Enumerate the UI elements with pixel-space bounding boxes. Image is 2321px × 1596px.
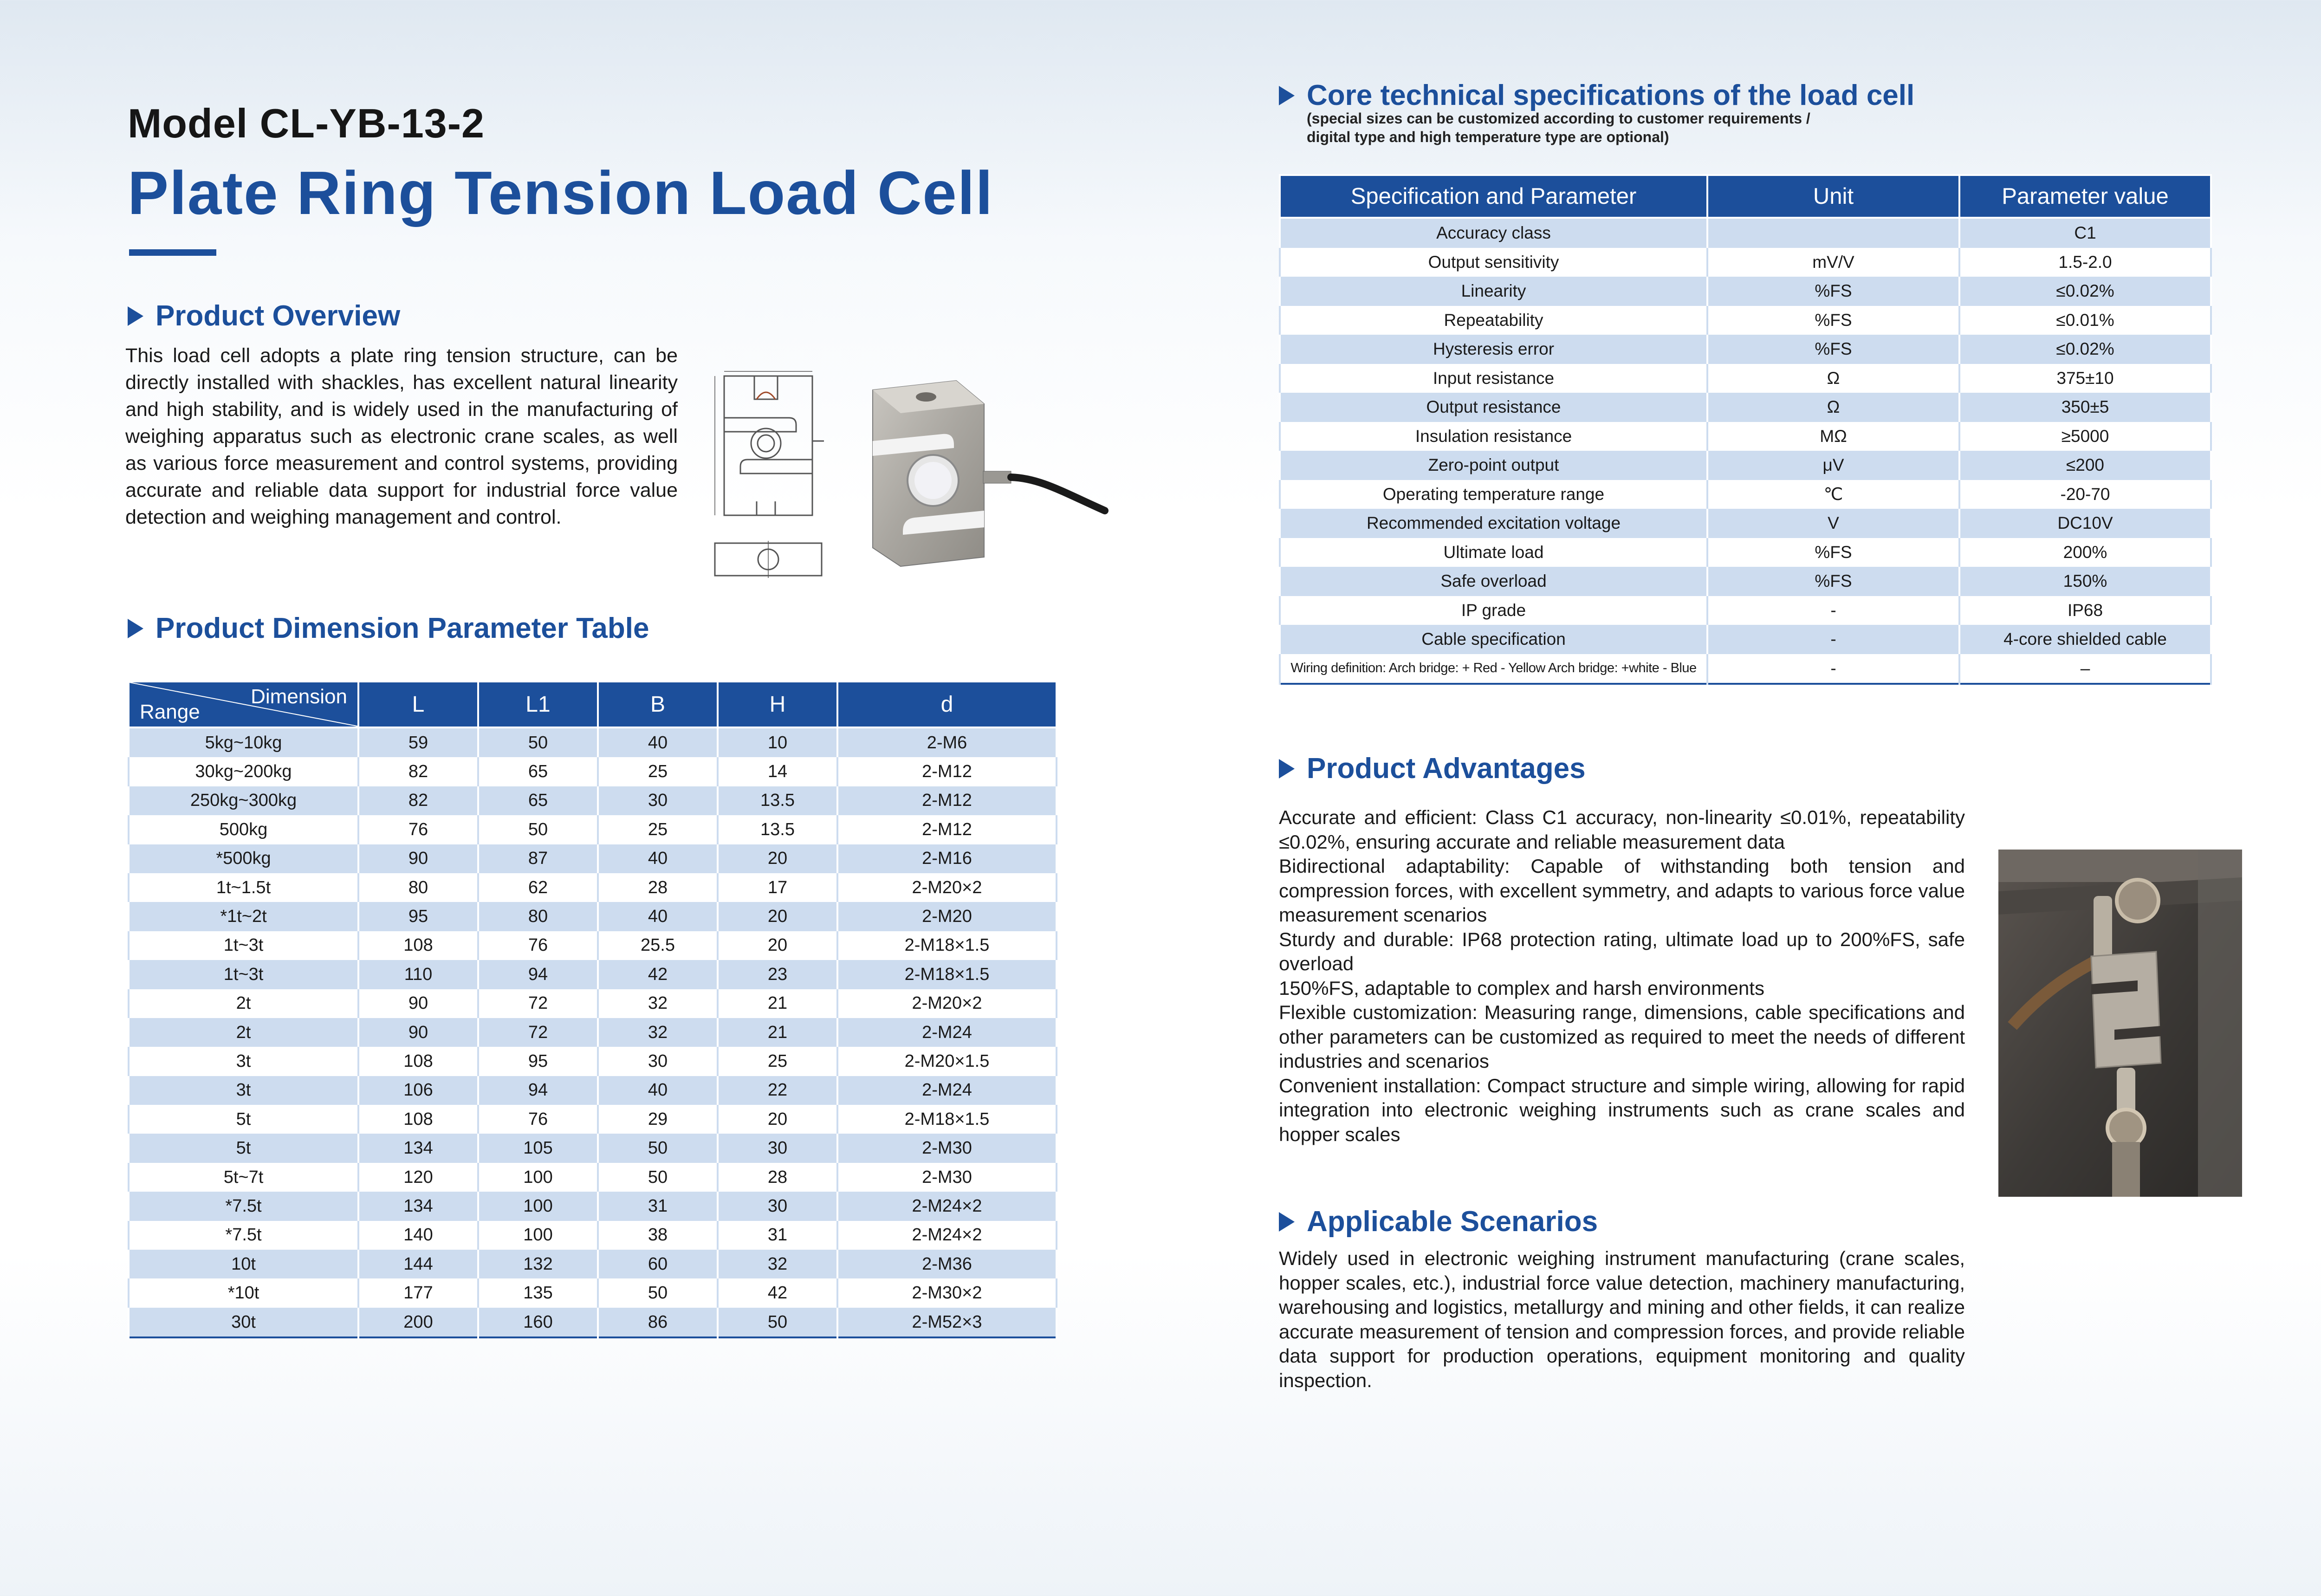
table-cell: Insulation resistance (1280, 422, 1707, 451)
table-cell: 90 (358, 989, 478, 1018)
table-cell: 95 (478, 1047, 598, 1076)
table-cell: 25 (598, 757, 718, 786)
table-cell: 20 (718, 902, 837, 931)
advantages-list (1279, 805, 1965, 1147)
table-cell: - (1707, 654, 1959, 684)
table-row (1280, 509, 2211, 538)
table-cell: 80 (358, 873, 478, 902)
table-cell: 150% (1959, 567, 2211, 596)
table-cell: 72 (478, 989, 598, 1018)
table-cell: 5t (129, 1105, 358, 1134)
table-row (129, 902, 1057, 931)
table-cell: - (1707, 625, 1959, 654)
table-cell: 82 (358, 757, 478, 786)
table-cell: 1.5-2.0 (1959, 248, 2211, 277)
table-cell: 2-M20×1.5 (837, 1047, 1057, 1076)
table-row (1280, 248, 2211, 277)
table-row (129, 1134, 1057, 1162)
table-cell: Wiring definition: Arch bridge: + Red - Yellow Arch bridge: +white - Blue (1280, 654, 1707, 684)
table-cell: IP68 (1959, 596, 2211, 625)
table-cell: 76 (478, 931, 598, 960)
specs-table-header (1280, 175, 2211, 218)
column-header: d (837, 681, 1057, 727)
column-header: Unit (1707, 175, 1959, 218)
table-cell: 95 (358, 902, 478, 931)
table-cell: 2-M24×2 (837, 1221, 1057, 1250)
table-cell: 2t (129, 989, 358, 1018)
table-cell: %FS (1707, 335, 1959, 364)
table-cell: 90 (358, 844, 478, 873)
table-cell: ≤200 (1959, 451, 2211, 480)
table-cell: ≤0.02% (1959, 277, 2211, 306)
table-cell: 21 (718, 989, 837, 1018)
table-row (129, 1018, 1057, 1047)
corner-range-label: Range (140, 701, 200, 723)
table-cell: 2-M24×2 (837, 1192, 1057, 1220)
table-cell: 5t~7t (129, 1163, 358, 1192)
table-cell: Ultimate load (1280, 538, 1707, 567)
table-cell: mV/V (1707, 248, 1959, 277)
column-header: H (718, 681, 837, 727)
table-row (129, 757, 1057, 786)
table-cell: 132 (478, 1250, 598, 1278)
column-header: L1 (478, 681, 598, 727)
table-row (1280, 277, 2211, 306)
specs-note-line: (special sizes can be customized according to customer requirements / (1307, 110, 1810, 127)
table-cell: 29 (598, 1105, 718, 1134)
table-cell: 90 (358, 1018, 478, 1047)
table-cell: 2-M52×3 (837, 1308, 1057, 1337)
table-cell: *7.5t (129, 1221, 358, 1250)
overview-text: This load cell adopts a plate ring tension structure, can be directly installed with shackles, has excellent natural linearity and high stability, and is widely used in the manufacturing of weighing apparatus such as electronic crane scales, as well as various force measurement and control systems, providing accurate and reliable data support for industrial force value detection and weighing management and control. (125, 344, 678, 528)
table-cell: 82 (358, 786, 478, 815)
table-cell: Output resistance (1280, 393, 1707, 422)
table-cell: 3t (129, 1047, 358, 1076)
table-cell: 144 (358, 1250, 478, 1278)
table-cell: 2-M6 (837, 727, 1057, 757)
triangle-bullet-icon (1279, 1212, 1295, 1232)
table-cell: 31 (598, 1192, 718, 1220)
table-cell: ≤0.01% (1959, 306, 2211, 335)
column-header: L (358, 681, 478, 727)
table-row (1280, 422, 2211, 451)
table-cell: 250kg~300kg (129, 786, 358, 815)
table-cell: 160 (478, 1308, 598, 1337)
table-row (1280, 335, 2211, 364)
table-cell: 86 (598, 1308, 718, 1337)
table-row (129, 727, 1057, 757)
table-cell: 28 (598, 873, 718, 902)
table-cell: ℃ (1707, 480, 1959, 509)
table-cell: 2-M30×2 (837, 1278, 1057, 1307)
table-row (129, 931, 1057, 960)
table-cell: 1t~1.5t (129, 873, 358, 902)
table-cell: %FS (1707, 538, 1959, 567)
table-cell: 32 (598, 1018, 718, 1047)
advantage-item: Convenient installation: Compact structure and simple wiring, allowing for rapid integration into electronic weighing instruments such as crane scales and hopper scales (1279, 1074, 1965, 1145)
table-cell: 50 (478, 815, 598, 844)
scenarios-heading (1279, 1205, 1598, 1238)
advantages-heading (1279, 752, 1586, 785)
dimension-heading (128, 612, 649, 645)
table-cell: 31 (718, 1221, 837, 1250)
table-cell: 2-M24 (837, 1076, 1057, 1105)
dimension-table (128, 681, 1057, 1338)
table-cell: 200 (358, 1308, 478, 1337)
table-cell: 120 (358, 1163, 478, 1192)
table-cell: Safe overload (1280, 567, 1707, 596)
table-cell: C1 (1959, 218, 2211, 248)
table-cell: 25.5 (598, 931, 718, 960)
table-cell: 20 (718, 1105, 837, 1134)
table-cell: 2-M12 (837, 757, 1057, 786)
table-cell: 2-M20×2 (837, 873, 1057, 902)
table-cell: 13.5 (718, 786, 837, 815)
table-row (129, 1192, 1057, 1220)
table-cell: ≤0.02% (1959, 335, 2211, 364)
table-cell: 2-M12 (837, 815, 1057, 844)
table-cell: 1t~3t (129, 960, 358, 989)
table-cell: 25 (598, 815, 718, 844)
table-cell: 30t (129, 1308, 358, 1337)
triangle-bullet-icon (1279, 759, 1295, 779)
table-row (129, 1221, 1057, 1250)
table-cell: Ω (1707, 364, 1959, 393)
table-cell: 30 (598, 1047, 718, 1076)
table-cell: IP grade (1280, 596, 1707, 625)
table-cell: Output sensitivity (1280, 248, 1707, 277)
table-cell: 72 (478, 1018, 598, 1047)
table-cell: 108 (358, 1105, 478, 1134)
scenarios-heading-label: Applicable Scenarios (1307, 1206, 1598, 1238)
column-header: Parameter value (1959, 175, 2211, 218)
dimension-corner-header (129, 681, 358, 727)
table-cell (1707, 218, 1959, 248)
table-cell: 2-M20 (837, 902, 1057, 931)
table-row (1280, 218, 2211, 248)
advantage-item: 150%FS, adaptable to complex and harsh environments (1279, 977, 1764, 999)
table-cell: 32 (598, 989, 718, 1018)
table-row (129, 1163, 1057, 1192)
installation-photo (1998, 850, 2242, 1197)
page-title: Plate Ring Tension Load Cell (128, 159, 994, 227)
table-cell: 40 (598, 844, 718, 873)
table-cell: 140 (358, 1221, 478, 1250)
table-row (129, 960, 1057, 989)
table-cell: 50 (718, 1308, 837, 1337)
table-cell: DC10V (1959, 509, 2211, 538)
dimension-table-header (129, 681, 1057, 727)
table-cell: 2-M18×1.5 (837, 1105, 1057, 1134)
table-cell: 500kg (129, 815, 358, 844)
table-row (129, 844, 1057, 873)
table-cell: 50 (598, 1278, 718, 1307)
column-header: Specification and Parameter (1280, 175, 1707, 218)
table-row (129, 989, 1057, 1018)
table-cell: 94 (478, 1076, 598, 1105)
table-cell: 76 (358, 815, 478, 844)
table-cell: 14 (718, 757, 837, 786)
table-cell: 30kg~200kg (129, 757, 358, 786)
table-cell: 30 (718, 1134, 837, 1162)
table-cell: 94 (478, 960, 598, 989)
table-cell: 30 (718, 1192, 837, 1220)
table-row (129, 1047, 1057, 1076)
table-row (129, 786, 1057, 815)
table-cell: 50 (598, 1134, 718, 1162)
table-cell: – (1959, 654, 2211, 684)
table-row (1280, 625, 2211, 654)
table-row (1280, 306, 2211, 335)
specs-heading-label: Core technical specifications of the load cell (1307, 79, 1915, 111)
table-cell: Hysteresis error (1280, 335, 1707, 364)
triangle-bullet-icon (1279, 86, 1295, 105)
table-cell: 105 (478, 1134, 598, 1162)
table-row (129, 873, 1057, 902)
table-cell: 375±10 (1959, 364, 2211, 393)
table-cell: 2-M30 (837, 1134, 1057, 1162)
table-row (1280, 654, 2211, 684)
overview-heading-label: Product Overview (156, 300, 401, 332)
table-cell: *1t~2t (129, 902, 358, 931)
table-cell: 23 (718, 960, 837, 989)
table-cell: 38 (598, 1221, 718, 1250)
corner-dimension-label: Dimension (251, 685, 347, 708)
specs-table (1279, 174, 2212, 685)
table-cell: 40 (598, 902, 718, 931)
triangle-bullet-icon (128, 619, 143, 638)
dimension-heading-label: Product Dimension Parameter Table (156, 612, 649, 644)
specs-heading (1279, 79, 1914, 112)
table-cell: 100 (478, 1221, 598, 1250)
table-row (1280, 451, 2211, 480)
table-row (129, 1308, 1057, 1337)
table-cell: 110 (358, 960, 478, 989)
table-cell: 40 (598, 727, 718, 757)
table-row (1280, 364, 2211, 393)
table-cell: ≥5000 (1959, 422, 2211, 451)
table-cell: 2-M36 (837, 1250, 1057, 1278)
table-row (129, 1076, 1057, 1105)
specs-note (1307, 109, 1957, 146)
table-cell: 134 (358, 1192, 478, 1220)
table-cell: Linearity (1280, 277, 1707, 306)
table-cell: 60 (598, 1250, 718, 1278)
table-cell: 177 (358, 1278, 478, 1307)
table-cell: 25 (718, 1047, 837, 1076)
scenarios-text: Widely used in electronic weighing instrument manufacturing (crane scales, hopper scales, etc.), industrial force value detection, machinery manufacturing, warehousing and logistics, metallurgy and mining and other fields, it can realize accurate measurement of tension and compression forces, and provide reliable data support for production operations, equipment monitoring and quality inspection. (1279, 1247, 1965, 1391)
advantage-item: Sturdy and durable: IP68 protection rating, ultimate load up to 200%FS, safe overload (1279, 928, 1965, 974)
table-cell: 5t (129, 1134, 358, 1162)
table-cell: 2-M12 (837, 786, 1057, 815)
table-cell: 200% (1959, 538, 2211, 567)
table-cell: - (1707, 596, 1959, 625)
table-cell: 2-M20×2 (837, 989, 1057, 1018)
table-cell: 30 (598, 786, 718, 815)
table-cell: 2-M16 (837, 844, 1057, 873)
table-cell: Accuracy class (1280, 218, 1707, 248)
advantage-item: Bidirectional adaptability: Capable of withstanding both tension and compression forces, with excellent symmetry, and adapts to various force value measurement scenarios (1279, 855, 1965, 926)
table-cell: 59 (358, 727, 478, 757)
table-cell: %FS (1707, 277, 1959, 306)
table-cell: 42 (598, 960, 718, 989)
table-cell: %FS (1707, 306, 1959, 335)
table-cell: 50 (478, 727, 598, 757)
title-underline (129, 249, 216, 256)
table-cell: *500kg (129, 844, 358, 873)
table-cell: -20-70 (1959, 480, 2211, 509)
table-cell: Operating temperature range (1280, 480, 1707, 509)
table-cell: 40 (598, 1076, 718, 1105)
specs-note-line: digital type and high temperature type are optional) (1307, 129, 1669, 145)
table-cell: 20 (718, 844, 837, 873)
table-cell: 42 (718, 1278, 837, 1307)
table-row (1280, 393, 2211, 422)
table-row (129, 1105, 1057, 1134)
table-cell: 76 (478, 1105, 598, 1134)
table-row (129, 1250, 1057, 1278)
table-cell: *7.5t (129, 1192, 358, 1220)
table-cell: Repeatability (1280, 306, 1707, 335)
table-cell: Zero-point output (1280, 451, 1707, 480)
table-cell: 108 (358, 1047, 478, 1076)
table-cell: μV (1707, 451, 1959, 480)
table-cell: 62 (478, 873, 598, 902)
table-row (129, 1278, 1057, 1307)
technical-drawing-image (696, 367, 826, 585)
table-cell: 21 (718, 1018, 837, 1047)
advantage-item: Accurate and efficient: Class C1 accuracy, non-linearity ≤0.01%, repeatability ≤0.02%, ensuring accurate and reliable measurement data (1279, 806, 1965, 853)
table-cell: 4-core shielded cable (1959, 625, 2211, 654)
advantage-item: Flexible customization: Measuring range, dimensions, cable specifications and other parameters can be customized as required to meet the needs of different industries and scenarios (1279, 1001, 1965, 1072)
table-cell: 13.5 (718, 815, 837, 844)
table-cell: Recommended excitation voltage (1280, 509, 1707, 538)
table-cell: 80 (478, 902, 598, 931)
table-cell: 2t (129, 1018, 358, 1047)
table-cell: 2-M18×1.5 (837, 931, 1057, 960)
triangle-bullet-icon (128, 306, 143, 326)
table-cell: 2-M18×1.5 (837, 960, 1057, 989)
table-cell: 17 (718, 873, 837, 902)
table-cell: 28 (718, 1163, 837, 1192)
table-cell: 100 (478, 1192, 598, 1220)
table-cell: 350±5 (1959, 393, 2211, 422)
table-cell: 20 (718, 931, 837, 960)
table-cell: 65 (478, 786, 598, 815)
table-cell: 32 (718, 1250, 837, 1278)
table-cell: 87 (478, 844, 598, 873)
table-cell: V (1707, 509, 1959, 538)
table-cell: 10 (718, 727, 837, 757)
model-number: Model CL-YB-13-2 (128, 100, 485, 146)
table-cell: MΩ (1707, 422, 1959, 451)
table-cell: Cable specification (1280, 625, 1707, 654)
table-cell: 65 (478, 757, 598, 786)
table-cell: 2-M24 (837, 1018, 1057, 1047)
table-cell: 50 (598, 1163, 718, 1192)
table-cell: Input resistance (1280, 364, 1707, 393)
table-cell: 135 (478, 1278, 598, 1307)
table-cell: 1t~3t (129, 931, 358, 960)
table-row (1280, 567, 2211, 596)
table-cell: 134 (358, 1134, 478, 1162)
table-cell: 5kg~10kg (129, 727, 358, 757)
table-row (1280, 480, 2211, 509)
table-cell: 100 (478, 1163, 598, 1192)
table-cell: 10t (129, 1250, 358, 1278)
table-row (129, 815, 1057, 844)
table-cell: 108 (358, 931, 478, 960)
table-row (1280, 596, 2211, 625)
table-cell: 2-M30 (837, 1163, 1057, 1192)
overview-heading (128, 299, 400, 332)
table-cell: 3t (129, 1076, 358, 1105)
advantages-heading-label: Product Advantages (1307, 753, 1586, 785)
table-row (1280, 538, 2211, 567)
table-cell: 22 (718, 1076, 837, 1105)
table-cell: %FS (1707, 567, 1959, 596)
table-cell: Ω (1707, 393, 1959, 422)
table-cell: *10t (129, 1278, 358, 1307)
load-cell-photo (863, 371, 1114, 571)
column-header: B (598, 681, 718, 727)
table-cell: 106 (358, 1076, 478, 1105)
